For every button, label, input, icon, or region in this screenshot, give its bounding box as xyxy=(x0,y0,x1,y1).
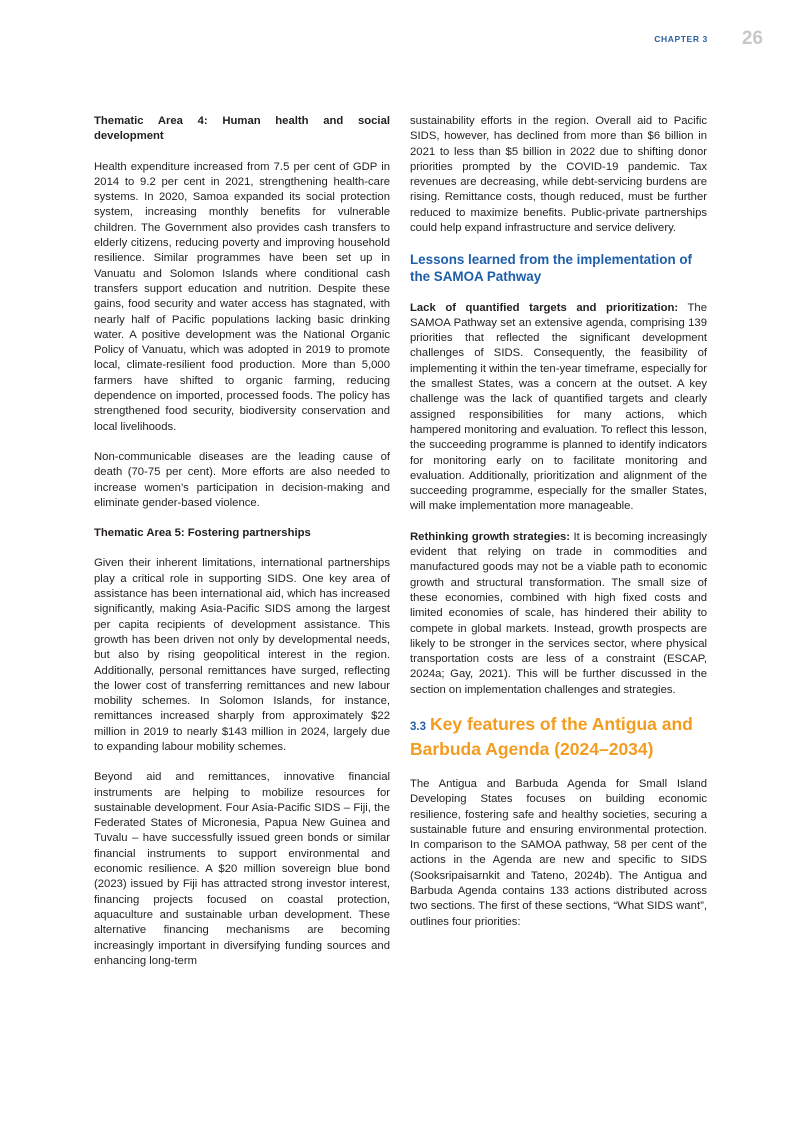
paragraph: The Antigua and Barbuda Agenda for Small Island Developing States focuses on building economic resilience, fostering safe and healthy societies, securing a sustainable future and ensuring environmental protection. In comparison to the SAMOA pathway, 58 per cent of the actions in the Agenda are new and specific to SIDS (Sooksripaisarnkit and Tateno, 2024b). The Antigua and Barbuda Agenda contains 133 actions distributed across two sections. The first of these sections, “What SIDS want”, outlines four priorities: xyxy=(410,777,707,928)
thematic-area-4-heading: Thematic Area 4: Human health and social development xyxy=(94,115,390,143)
thematic-area-5-heading: Thematic Area 5: Fostering partnerships xyxy=(94,527,311,540)
paragraph-text: The SAMOA Pathway set an extensive agenda, comprising 139 priorities that reflected the significant development challenges of SIDS. Consequently, the feasibility of implementing it within the ten-year timeframe, especially for the smallest States, was a concern at the outset. A key challenge was the lack of quantified targets and clearly assigned responsibilities for many actions, which hampered monitoring and evaluation. To reflect this lesson, the succeeding programme is planned to identify indicators for monitoring early on to facilitate monitoring and evaluation. Additionally, prioritization and alignment of the succeeding programme, especially for the smaller States, will make implementation more manageable. xyxy=(410,301,707,513)
paragraph: Given their inherent limitations, international partnerships play a critical role in supporting SIDS. One key area of assistance has been international aid, which has increased significantly, making Asia-Pacific SIDS among the largest per capita recipients of development assistance. This growth has been driven not only by developmental needs, but also by rising geopolitical interest in the region. Additionally, personal remittances have surged, reflecting the lower cost of transferring remittances and new labour mobility schemes. In Solomon Islands, for instance, remittances increased sharply from approximately $22 million in 2019 to nearly $143 million in 2024, largely due to expanding labour mobility schemes. xyxy=(94,557,390,753)
section-number: 3.3 xyxy=(410,720,426,733)
lead-in: Lack of quantified targets and prioritization: xyxy=(410,301,679,314)
paragraph: Beyond aid and remittances, innovative financial instruments are helping to mobilize resources for sustainable development. Four Asia-Pacific SIDS – Fiji, the Federated States of Micronesia, Papua New Guinea and Tuvalu – have successfully issued green bonds or similar financial instruments to support environmental and economic resilience. A $20 million sovereign blue bond (2023) issued by Fiji has attracted strong investor interest, financing projects focused on coastal protection, aquaculture and sustainable urban development. These alternative financing mechanisms are becoming increasingly important in diversifying funding sources and enhancing long-term xyxy=(94,771,390,967)
paragraph: sustainability efforts in the region. Overall aid to Pacific SIDS, however, has declined from more than $6 billion in 2021 to less than $5 billion in 2022 due to shifting donor priorities prompted by the COVID-19 pandemic. Tax revenues are decreasing, while debt-servicing burdens are rising. Remittance costs, though reduced, must be further reduced to maximize benefits. Public-private partnerships could help expand infrastructure and service delivery. xyxy=(410,115,707,235)
paragraph-text: It is becoming increasingly evident that relying on trade in commodities and manufactured goods may not be a viable path to economic growth and structural transformation. The small size of these economies, combined with high fixed costs and limited economies of scale, has hindered their ability to compete in global markets. Instead, growth prospects are likely to be stronger in the services sector, where physical transportation costs are less of a constraint (ESCAP, 2024a; Gay, 2021). This will be further discussed in the section on implementation challenges and strategies. xyxy=(410,530,707,696)
paragraph: Non-communicable diseases are the leading cause of death (70-75 per cent). More efforts are also needed to increase women’s participation in decision-making and eliminate gender-based violence. xyxy=(94,450,390,509)
page-number: 26 xyxy=(741,28,763,49)
section-heading xyxy=(410,713,707,761)
chapter-label: CHAPTER 3 xyxy=(654,34,708,44)
left-column xyxy=(94,114,390,984)
page-header xyxy=(654,28,763,50)
lessons-heading: Lessons learned from the implementation of the SAMOA Pathway xyxy=(410,252,692,284)
paragraph: Health expenditure increased from 7.5 per cent of GDP in 2014 to 9.2 per cent in 2021, strengthening health-care systems. In 2020, Samoa expanded its social protection system, increasing monthly benefits for vulnerable children. The Government also provides cash transfers to elderly citizens, reducing poverty and improving household resilience. Similar programmes have been set up in Vanuatu and Solomon Islands where conditional cash transfers support education and nutrition. Despite these gains, food security and water access has stagnated, with nearly half of Pacific populations lacking basic drinking water. A positive development was the National Organic Policy of Vanuatu, which was adopted in 2019 to promote local, climate-resilient food production. More than 5,000 farmers have shifted to organic farming, reducing dependence on imported, processed foods. The policy has strengthened food security, biodiversity conservation and local livelihoods. xyxy=(94,160,390,433)
section-title: Key features of the Antigua and Barbuda Agenda (2024–2034) xyxy=(410,713,693,760)
right-column xyxy=(410,114,707,945)
lead-in: Rethinking growth strategies: xyxy=(410,530,571,543)
paragraph xyxy=(410,301,707,515)
paragraph xyxy=(410,530,707,698)
